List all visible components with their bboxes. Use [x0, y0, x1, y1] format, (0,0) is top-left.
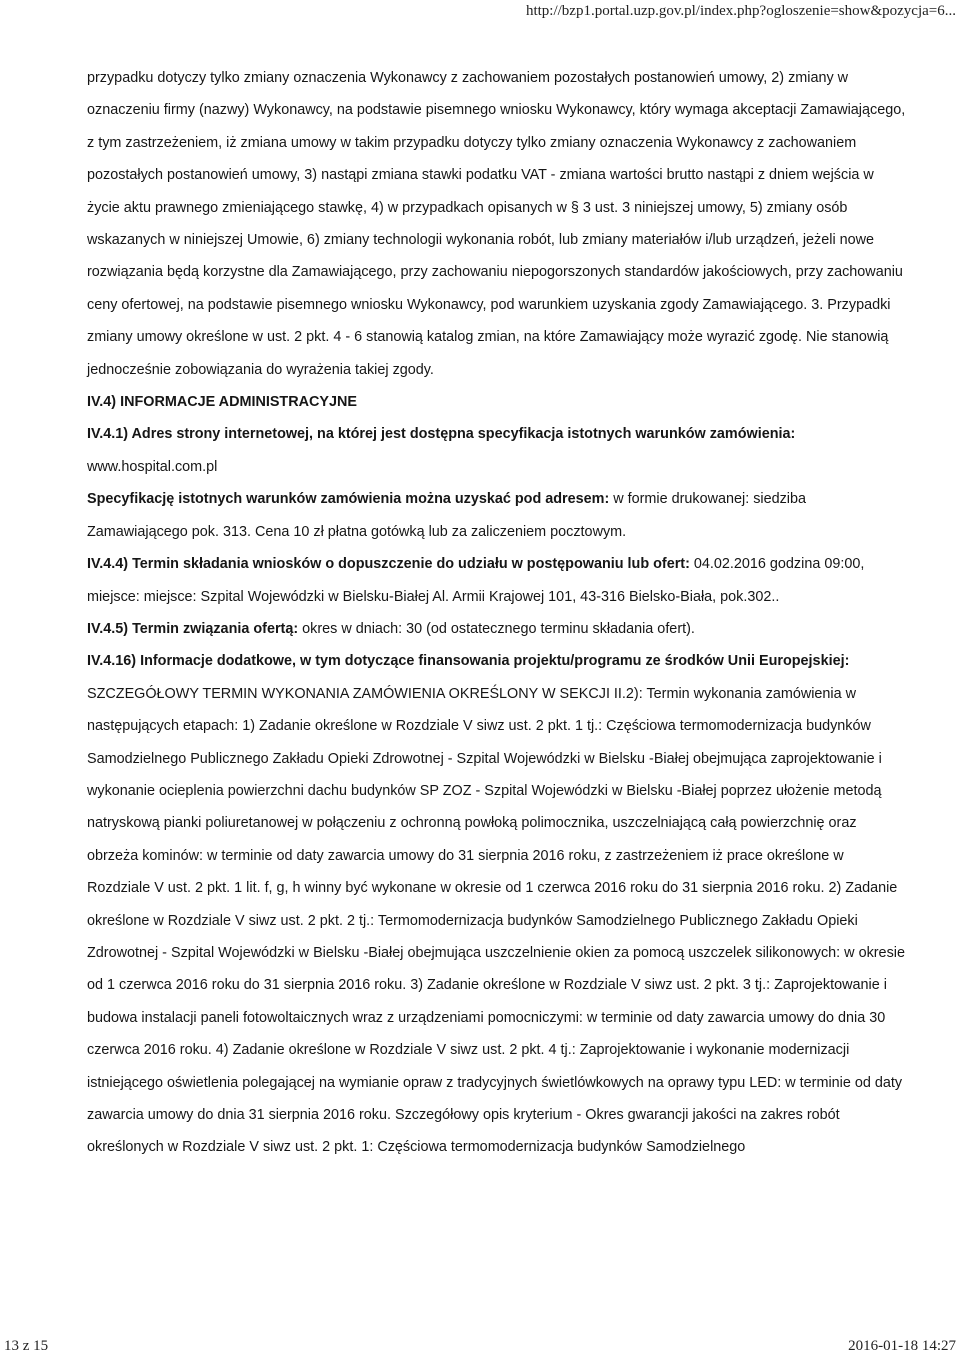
- binding-period-label: IV.4.5) Termin związania ofertą:: [87, 620, 299, 637]
- section-heading-text: IV.4) INFORMACJE ADMINISTRACYJNE: [87, 394, 357, 411]
- deadline-label: IV.4.4) Termin składania wniosków o dopuszczenie do udziału w postępowaniu lub ofert:: [87, 556, 690, 573]
- section-deadline: [87, 548, 907, 613]
- website-url: www.hospital.com.pl: [87, 458, 218, 475]
- siwz-value: w formie drukowanej: siedziba Zamawiającego pok. 313. Cena 10 zł płatna gotówką lub za zaliczeniem pocztowym.: [87, 491, 806, 540]
- contract-changes-paragraph: przypadku dotyczy tylko zmiany oznaczenia Wykonawcy z zachowaniem pozostałych postanowień umowy, 2) zmiany w oznaczeniu firmy (nazwy) Wykonawcy, na podstawie pisemnego wniosku Wykonawcy, który wymaga akceptacji Zamawiającego, z tym zastrzeżeniem, iż zmiana umowy w takim przypadku dotyczy tylko zmiany oznaczenia Wykonawcy z zachowaniem pozostałych postanowień umowy, 3) nastąpi zmiana stawki podatku VAT - zmiana wartości brutto nastąpi z dniem wejścia w życie aktu prawnego zmieniającego stawkę, 4) w przypadkach opisanych w § 3 ust. 3 niniejszej umowy, 5) zmiany osób wskazanych w niniejszej Umowie, 6) zmiany technologii wykonania robót, lub zmiany materiałów i/lub urządzeń, jeżeli nowe rozwiązania będą korzystne dla Zamawiającego, przy zachowaniu niepogorszonych standardów jakościowych, przy zachowaniu ceny ofertowej, na podstawie pisemnego wniosku Wykonawcy, pod warunkiem uzyskania zgody Zamawiającego. 3. Przypadki zmiany umowy określone w ust. 2 pkt. 4 - 6 stanowią katalog zmian, na które Zamawiający może wyrazić zgodę. Nie stanowią jednocześnie zobowiązania do wyrażenia takiej zgody.: [87, 70, 906, 378]
- deadline-value: 04.02.2016 godzina 09:00, miejsce: miejsce: Szpital Wojewódzki w Bielsku-Białej Al. Armii Krajowej 101, 43-316 Bielsko-Biała, pok.302..: [87, 556, 865, 605]
- section-website-label: [87, 418, 907, 450]
- section-heading-admin: [87, 386, 907, 418]
- section-website-label-text: IV.4.1) Adres strony internetowej, na której jest dostępna specyfikacja istotnych warunków zamówienia:: [87, 426, 796, 443]
- additional-info-label: IV.4.16) Informacje dodatkowe, w tym dotyczące finansowania projektu/programu ze środków Unii Europejskiej:: [87, 653, 850, 670]
- section-binding-period: [87, 613, 907, 645]
- page-number: 13 z 15: [4, 1338, 49, 1354]
- section-siwz: [87, 483, 907, 548]
- siwz-label: Specyfikację istotnych warunków zamówienia można uzyskać pod adresem:: [87, 491, 610, 508]
- section-additional-info: [87, 645, 907, 1164]
- page-url: http://bzp1.portal.uzp.gov.pl/index.php?ogloszenie=show&pozycja=6...: [525, 3, 956, 19]
- print-datetime: 2016-01-18 14:27: [848, 1338, 956, 1354]
- document-body: [87, 62, 907, 1164]
- binding-period-value: okres w dniach: 30 (od ostatecznego terminu składania ofert).: [298, 620, 695, 637]
- additional-info-value: SZCZEGÓŁOWY TERMIN WYKONANIA ZAMÓWIENIA OKREŚLONY W SEKCJI II.2): Termin wykonania zamówienia w następujących etapach: 1) Zadanie określone w Rozdziale V siwz ust. 2 pkt. 1 tj.: Częściowa termomodernizacja budynków Samodzielnego Publicznego Zakładu Opieki Zdrowotnej - Szpital Wojewódzki w Bielsku -Białej obejmująca zaprojektowanie i wykonanie ocieplenia powierzchni dachu budynków SP ZOZ - Szpital Wojewódzki w Bielsku -Białej poprzez ułożenie metodą natryskową pianki poliuretanowej w połączeniu z ochronną powłoką polimocznika, uszczelniającą całą powierzchnię oraz obrzeża kominów: w terminie od daty zawarcia umowy do 31 sierpnia 2016 roku, z zastrzeżeniem iż prace określone w Rozdziale V ust. 2 pkt. 1 lit. f, g, h winny być wykonane w okresie od 1 czerwca 2016 roku do 31 sierpnia 2016 roku. 2) Zadanie określone w Rozdziale V siwz ust. 2 pkt. 2 tj.: Termomodernizacja budynków Samodzielnego Publicznego Zakładu Opieki Zdrowotnej - Szpital Wojewódzki w Bielsku -Białej obejmująca uszczelnienie okien za pomocą uszczelek silikonowych: w okresie od 1 czerwca 2016 roku do 31 sierpnia 2016 roku. 3) Zadanie określone w Rozdziale V siwz ust. 2 pkt. 3 tj.: Zaprojektowanie i budowa instalacji paneli fotowoltaicznych wraz z urządzeniami pomocniczymi: w terminie od daty zawarcia umowy do dnia 30 czerwca 2016 roku. 4) Zadanie określone w Rozdziale V siwz ust. 2 pkt. 4 tj.: Zaprojektowanie i wykonanie modernizacji istniejącego oświetlenia polegającej na wymianie opraw z tradycyjnych świetlówkowych na oprawy typu LED: w terminie od daty zawarcia umowy do dnia 31 sierpnia 2016 roku. Szczegółowy opis kryterium - Okres gwarancji jakości na zakres robót określonych w Rozdziale V siwz ust. 2 pkt. 1: Częściowa termomodernizacja budynków Samodzielnego: [87, 685, 905, 1156]
